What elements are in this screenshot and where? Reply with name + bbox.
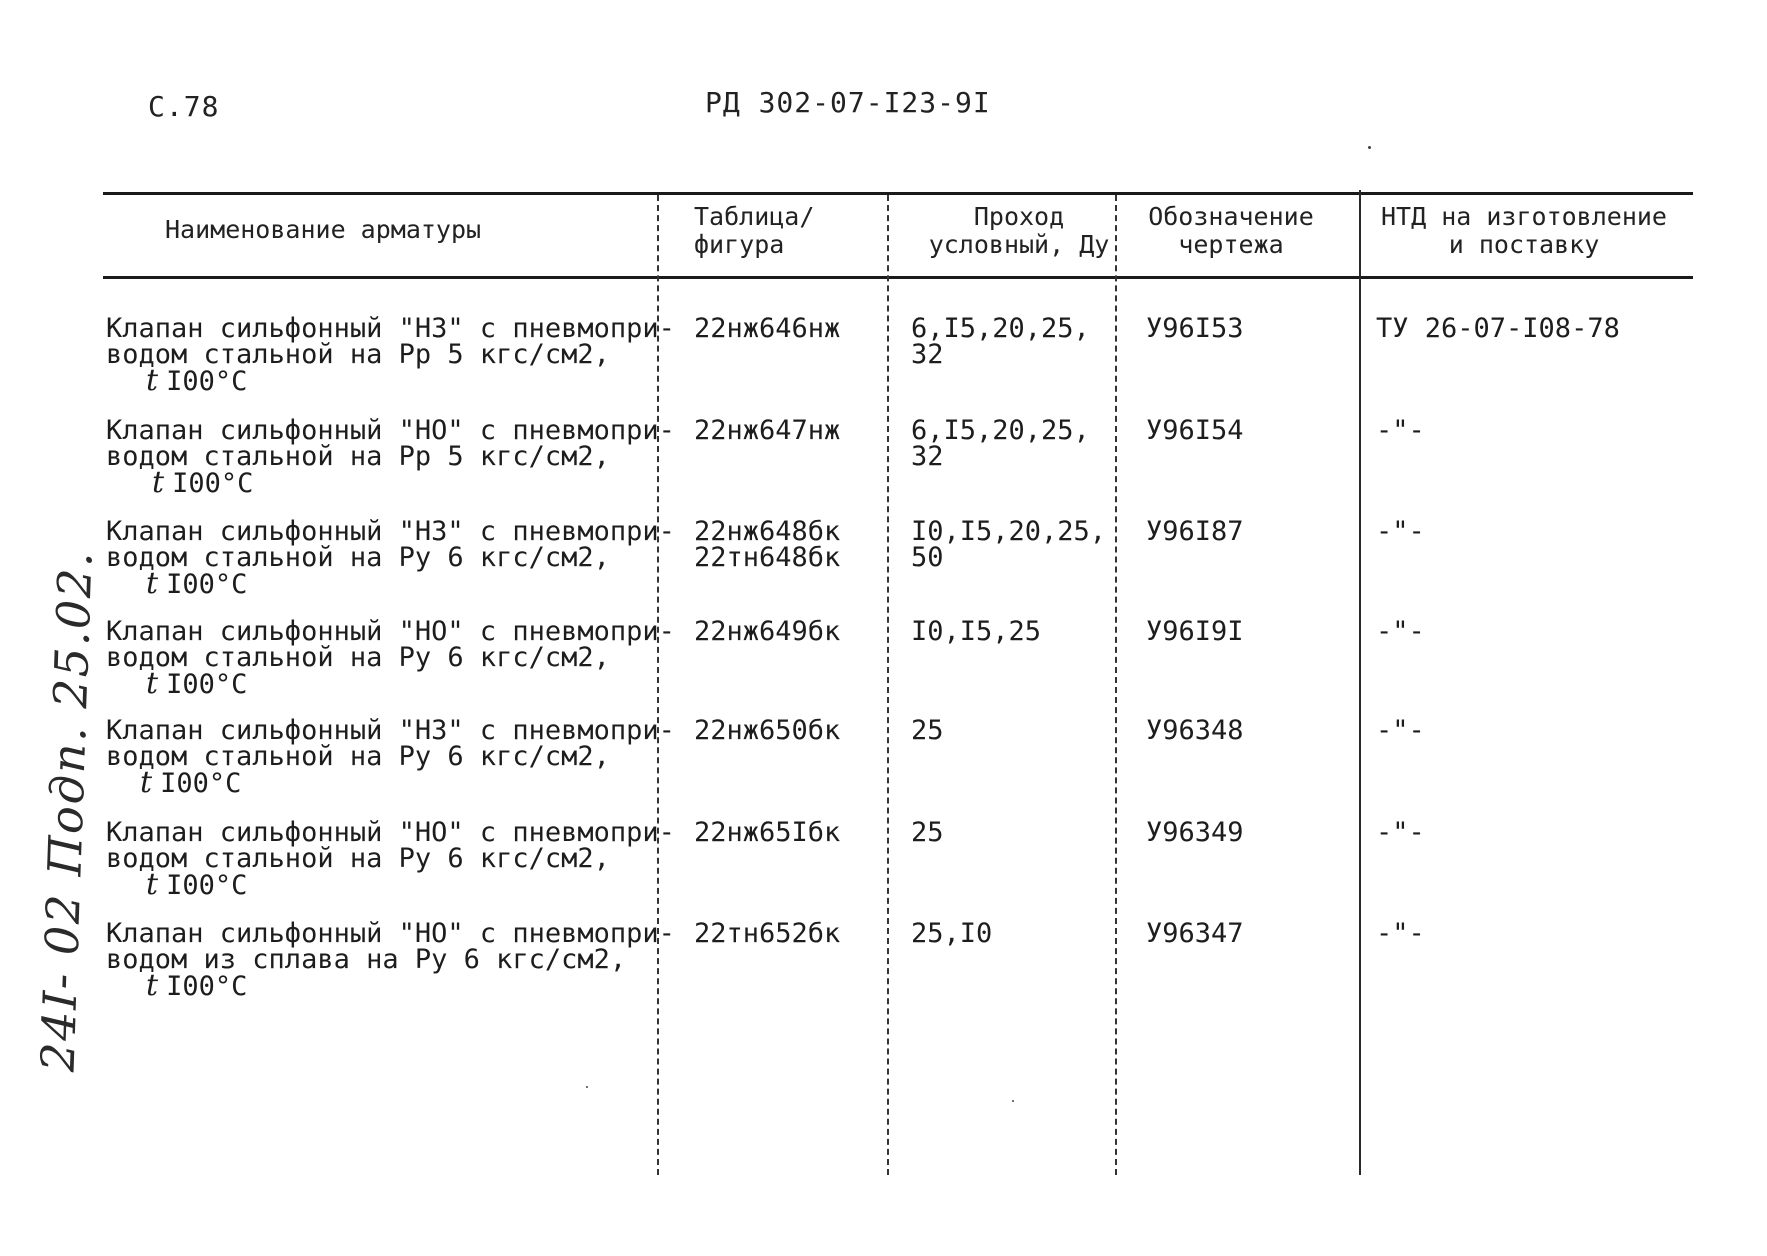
temperature (106, 867, 666, 902)
table-row-dn (911, 817, 944, 848)
table-row-dn (911, 415, 1090, 472)
name-line: водом стальной на Ру 6 кгс/см2, (106, 542, 610, 573)
temperature-symbol: t (146, 666, 159, 701)
table-row-dn (911, 918, 993, 949)
figure-line: 22нж648бк (694, 516, 841, 547)
temperature-symbol: t (140, 765, 153, 800)
table-row-dn (911, 516, 1107, 573)
table-row-ntd: -"- (1376, 616, 1425, 647)
table-row-ntd: -"- (1376, 715, 1425, 746)
temperature-value: I00°C (166, 870, 248, 901)
dn-line: 25,I0 (911, 918, 993, 949)
figure-line: 22тн648бк (694, 542, 841, 573)
name-line: Клапан сильфонный "НЗ" с пневмопри- (106, 715, 675, 746)
table-row-drawing: У96I9I (1146, 616, 1244, 647)
table-row-drawing: У96I53 (1146, 313, 1244, 344)
table-row-figure (694, 616, 841, 647)
table-row-name (106, 415, 675, 500)
scan-speck (1012, 1100, 1014, 1102)
column-header-figure-line: фигура (694, 230, 785, 259)
table-row-figure (694, 918, 841, 949)
column-header-dn-line: условный, Ду (928, 230, 1110, 259)
column-header-name (165, 216, 481, 244)
table-row-figure (694, 313, 841, 344)
temperature (106, 666, 666, 701)
figure-line: 22нж647нж (694, 415, 841, 446)
temperature-value: I00°C (166, 669, 248, 700)
column-divider-4 (1359, 190, 1361, 1175)
name-line: водом стальной на Рр 5 кгс/см2, (106, 339, 610, 370)
column-header-drawing-line: Обозначение (1148, 202, 1314, 231)
scan-speck (1368, 146, 1371, 149)
column-header-dn-line: Проход (973, 202, 1065, 231)
table-row-figure (694, 715, 841, 746)
table-row-name (106, 715, 675, 800)
table-row-drawing: У96I54 (1146, 415, 1244, 446)
table-row-dn (911, 616, 1042, 647)
handwritten-margin-note: 24I- 02 Подп. 25.02. (30, 549, 103, 1073)
name-line: водом стальной на Ру 6 кгс/см2, (106, 642, 610, 673)
column-header-ntd-line: НТД на изготовление (1381, 202, 1667, 231)
figure-line: 22нж650бк (694, 715, 841, 746)
table-row-ntd: ТУ 26-07-I08-78 (1376, 313, 1620, 344)
column-header-drawing (1142, 203, 1320, 259)
figure-line: 22нж65Iбк (694, 817, 841, 848)
table-row-ntd: -"- (1376, 415, 1425, 446)
page-number: С.78 (148, 90, 220, 123)
table-row-drawing: У96348 (1146, 715, 1244, 746)
dn-line: 32 (911, 339, 944, 370)
temperature-value: I00°C (166, 569, 248, 600)
table-row-dn (911, 313, 1090, 370)
column-divider-2 (887, 195, 889, 1175)
dn-line: 50 (911, 542, 944, 573)
temperature (106, 968, 666, 1003)
temperature-value: I00°C (166, 366, 248, 397)
name-line: Клапан сильфонный "НО" с пневмопри- (106, 918, 675, 949)
dn-line: 25 (911, 715, 944, 746)
table-row-drawing: У96347 (1146, 918, 1244, 949)
column-header-figure-line: Таблица/ (694, 202, 815, 231)
table-row-name (106, 918, 675, 1003)
temperature-value: I00°C (166, 971, 248, 1002)
dn-line: 6,I5,20,25, (911, 415, 1090, 446)
table-row-ntd: -"- (1376, 516, 1425, 547)
column-header-dn (926, 203, 1112, 259)
figure-line: 22нж649бк (694, 616, 841, 647)
table-row-ntd: -"- (1376, 918, 1425, 949)
figure-line: 22нж646нж (694, 313, 841, 344)
temperature-symbol: t (152, 465, 165, 500)
table-row-figure (694, 516, 841, 573)
dn-line: 6,I5,20,25, (911, 313, 1090, 344)
column-header-ntd-line: и поставку (1448, 230, 1600, 259)
name-line: водом из сплава на Ру 6 кгс/см2, (106, 944, 627, 975)
table-row-name (106, 817, 675, 902)
temperature-symbol: t (146, 566, 159, 601)
temperature-symbol: t (146, 968, 159, 1003)
column-header-ntd (1374, 203, 1674, 259)
name-line: Клапан сильфонный "НО" с пневмопри- (106, 616, 675, 647)
name-line: водом стальной на Ру 6 кгс/см2, (106, 741, 610, 772)
dn-line: 25 (911, 817, 944, 848)
dn-line: 32 (911, 441, 944, 472)
table-row-drawing: У96349 (1146, 817, 1244, 848)
document-code: РД 302-07-I23-9I (705, 86, 991, 119)
temperature-symbol: t (146, 363, 159, 398)
column-header-figure (694, 203, 814, 259)
temperature-value: I00°C (172, 468, 254, 499)
temperature (106, 363, 666, 398)
name-line: Клапан сильфонный "НЗ" с пневмопри- (106, 516, 675, 547)
temperature (106, 566, 666, 601)
table-row-figure (694, 817, 841, 848)
table-top-rule (103, 192, 1693, 195)
table-row-dn (911, 715, 944, 746)
scan-speck (586, 1086, 588, 1088)
name-line: Клапан сильфонный "НО" с пневмопри- (106, 817, 675, 848)
name-line: водом стальной на Ру 6 кгс/см2, (106, 843, 610, 874)
name-line: водом стальной на Рр 5 кгс/см2, (106, 441, 610, 472)
table-row-figure (694, 415, 841, 446)
figure-line: 22тн652бк (694, 918, 841, 949)
table-row-name (106, 616, 675, 701)
temperature-symbol: t (146, 867, 159, 902)
column-header-name-text: Наименование арматуры (165, 215, 482, 244)
dn-line: I0,I5,20,25, (911, 516, 1107, 547)
column-divider-3 (1115, 195, 1117, 1175)
column-header-drawing-line: чертежа (1178, 230, 1284, 259)
table-header-rule (103, 276, 1693, 279)
table-row-name (106, 516, 675, 601)
table-row-ntd: -"- (1376, 817, 1425, 848)
table-row-name (106, 313, 675, 398)
name-line: Клапан сильфонный "НО" с пневмопри- (106, 415, 675, 446)
dn-line: I0,I5,25 (911, 616, 1042, 647)
table-row-drawing: У96I87 (1146, 516, 1244, 547)
name-line: Клапан сильфонный "НЗ" с пневмопри- (106, 313, 675, 344)
temperature-value: I00°C (160, 768, 242, 799)
temperature (106, 465, 666, 500)
temperature (106, 765, 666, 800)
